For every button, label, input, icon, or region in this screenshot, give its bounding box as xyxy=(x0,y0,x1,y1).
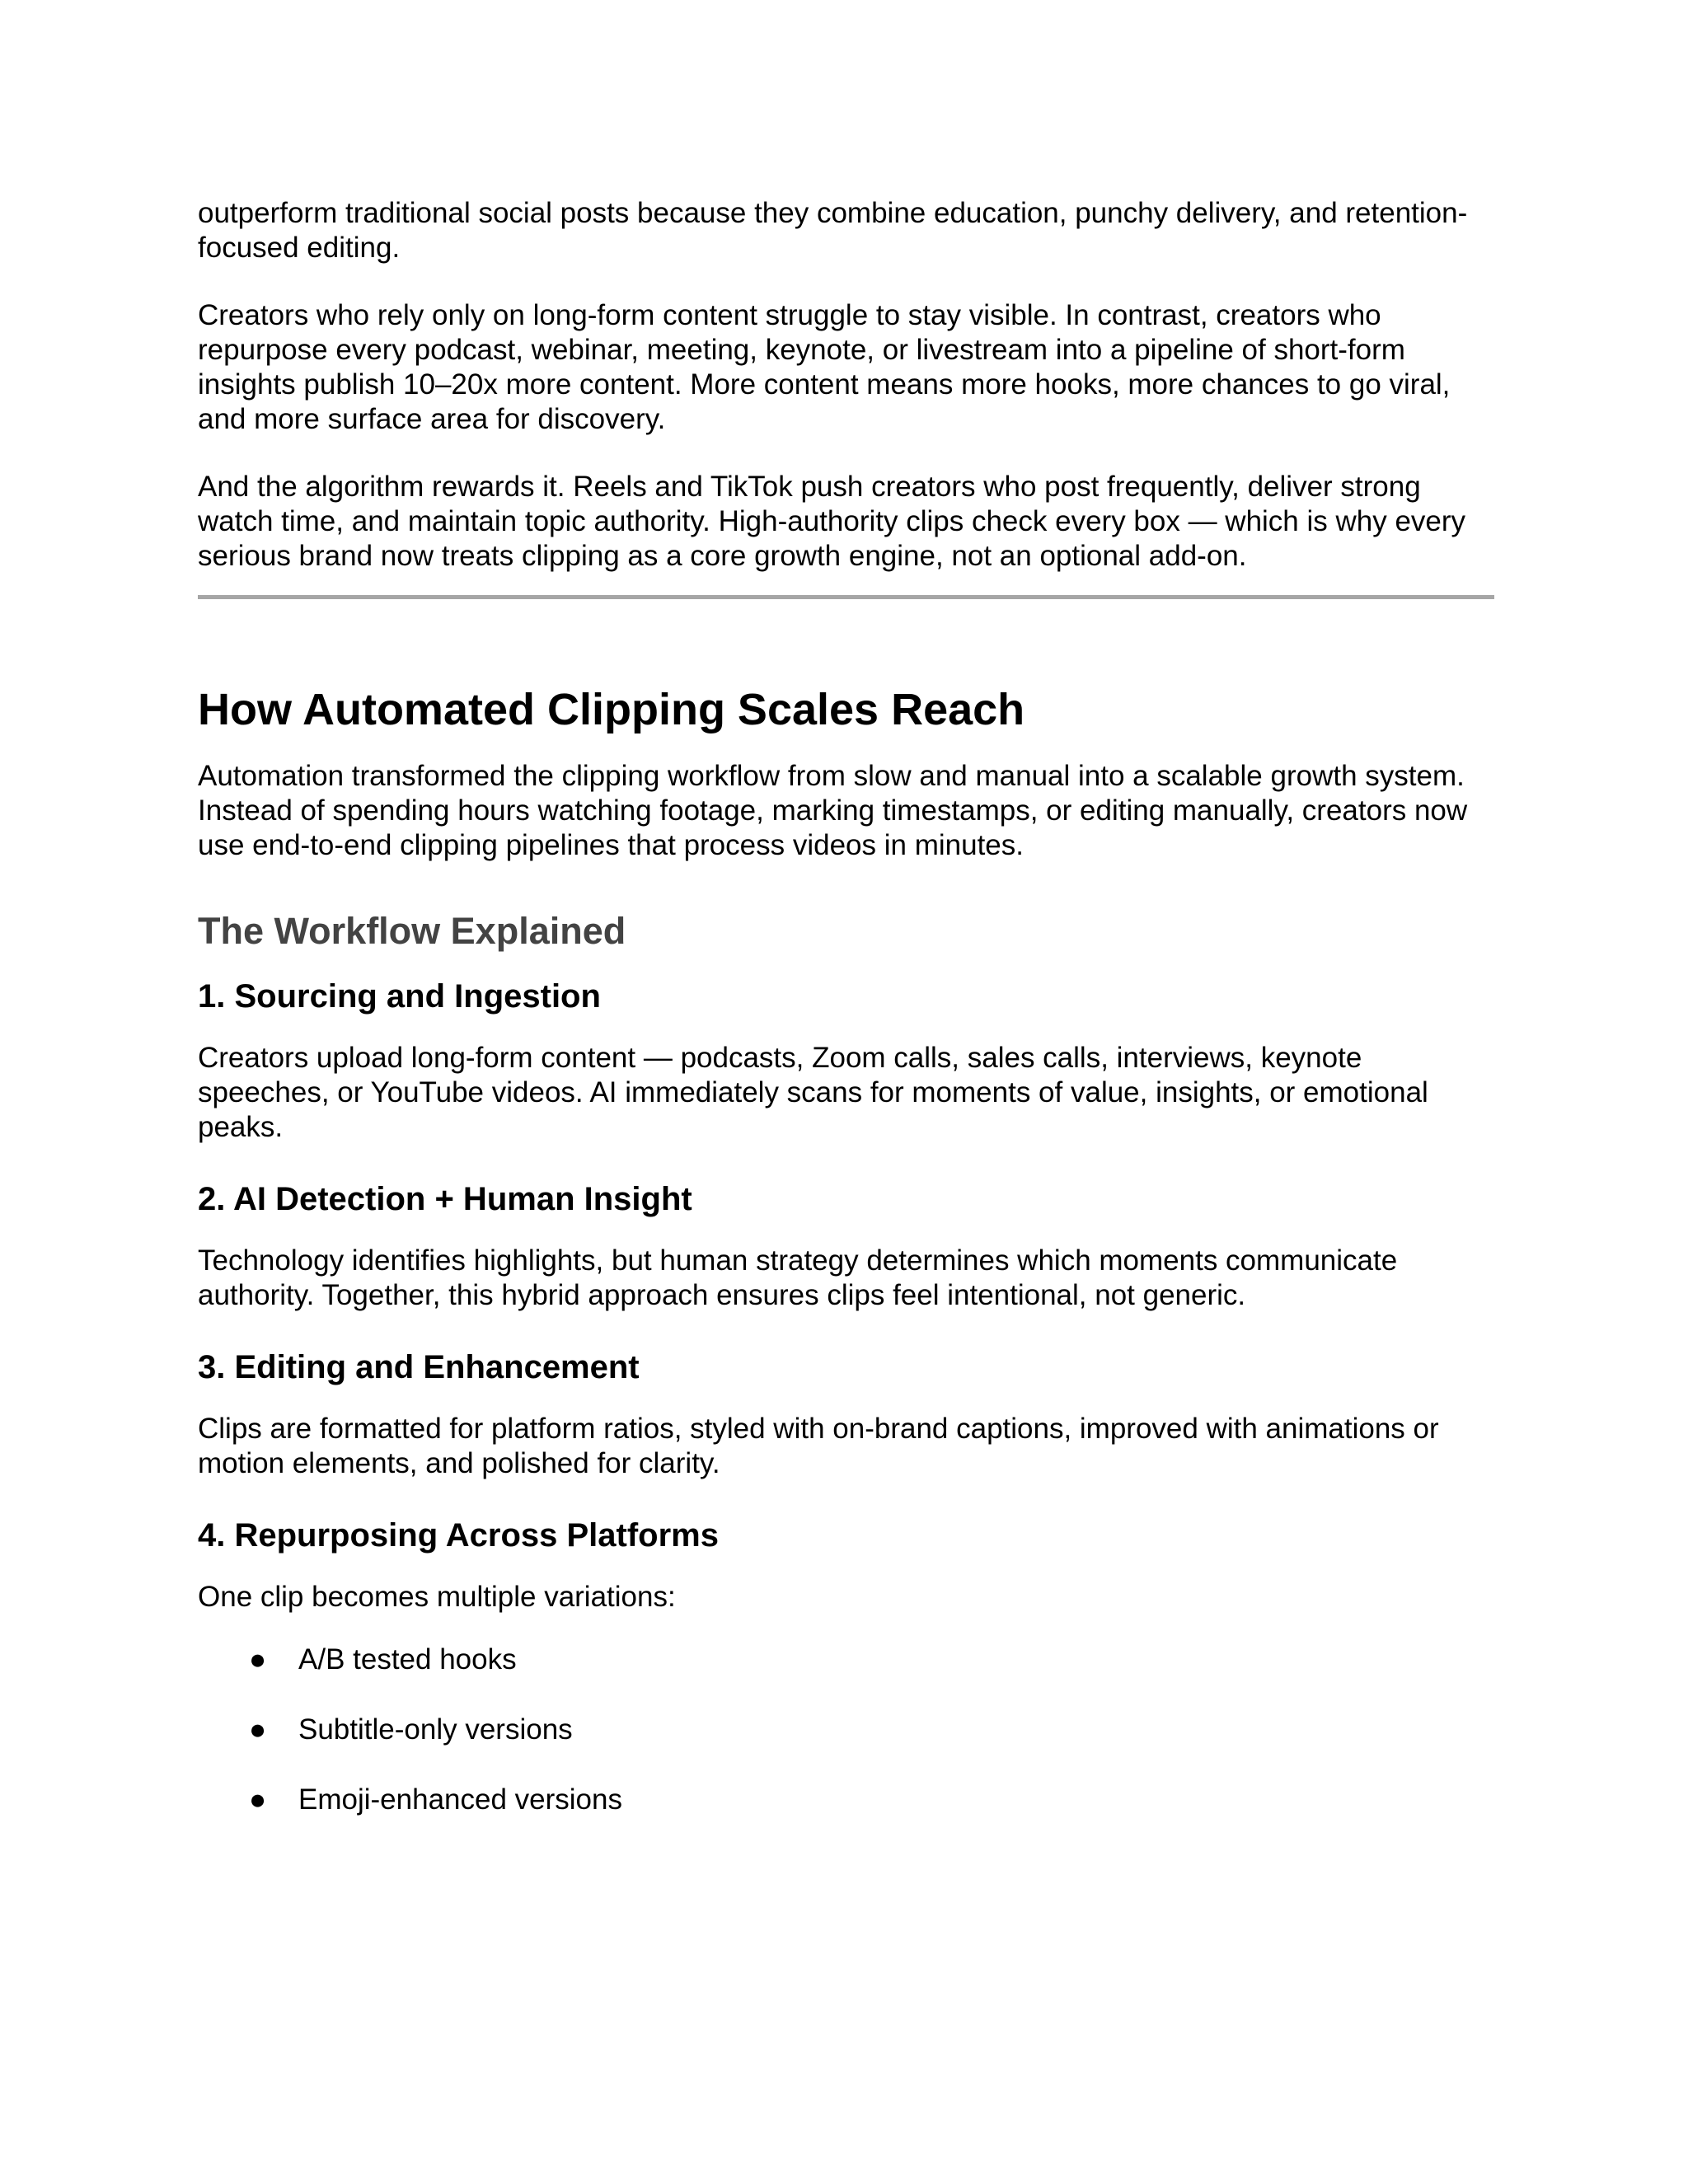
list-item-text: A/B tested hooks xyxy=(298,1643,517,1675)
paragraph: outperform traditional social posts because they combine education, punchy delivery, and retention-focused editing. xyxy=(198,197,1468,264)
bullet-list xyxy=(198,1643,1500,1817)
paragraph: Creators who rely only on long-form content struggle to stay visible. In contrast, creators who repurpose every podcast, webinar, meeting, keynote, or livestream into a pipeline of short-form insights publish 10–20x more content. More content means more hooks, more chances to go viral, and more surface area for discovery. xyxy=(198,299,1451,435)
list-item xyxy=(198,1783,1500,1817)
list-item-text: Emoji-enhanced versions xyxy=(298,1783,622,1816)
document-content xyxy=(198,196,1500,1853)
step-heading: 1. Sourcing and Ingestion xyxy=(198,978,601,1015)
step-text: Creators upload long-form content — podcasts, Zoom calls, sales calls, interviews, keynote speeches, or YouTube videos. AI immediately scans for moments of value, insights, or emotional peaks. xyxy=(198,1042,1428,1143)
step-text: Technology identifies highlights, but human strategy determines which moments communicate authority. Together, this hybrid approach ensures clips feel intentional, not generic. xyxy=(198,1244,1398,1311)
section-intro: Automation transformed the clipping workflow from slow and manual into a scalable growth system. Instead of spending hours watching footage, marking timestamps, or editing manually, creators now use end-to-end clipping pipelines that process videos in minutes. xyxy=(198,760,1468,861)
bullet-icon: ● xyxy=(249,1713,267,1746)
step-heading: 2. AI Detection + Human Insight xyxy=(198,1181,692,1217)
bullet-icon: ● xyxy=(249,1783,267,1816)
step-heading: 4. Repurposing Across Platforms xyxy=(198,1517,719,1554)
step-heading: 3. Editing and Enhancement xyxy=(198,1349,640,1385)
step-text: One clip becomes multiple variations: xyxy=(198,1581,676,1613)
section-title: How Automated Clipping Scales Reach xyxy=(198,685,1025,734)
list-item xyxy=(198,1713,1500,1747)
section-subtitle: The Workflow Explained xyxy=(198,910,626,952)
list-item-text: Subtitle-only versions xyxy=(298,1713,573,1746)
step-text: Clips are formatted for platform ratios, styled with on-brand captions, improved with animations or motion elements, and polished for clarity. xyxy=(198,1413,1439,1479)
paragraph: And the algorithm rewards it. Reels and TikTok push creators who post frequently, deliver strong watch time, and maintain topic authority. High-authority clips check every box — which is why every serious brand now treats clipping as a core growth engine, not an optional add-on. xyxy=(198,471,1466,572)
list-item xyxy=(198,1643,1500,1677)
horizontal-divider xyxy=(198,595,1494,599)
bullet-icon: ● xyxy=(249,1643,267,1675)
